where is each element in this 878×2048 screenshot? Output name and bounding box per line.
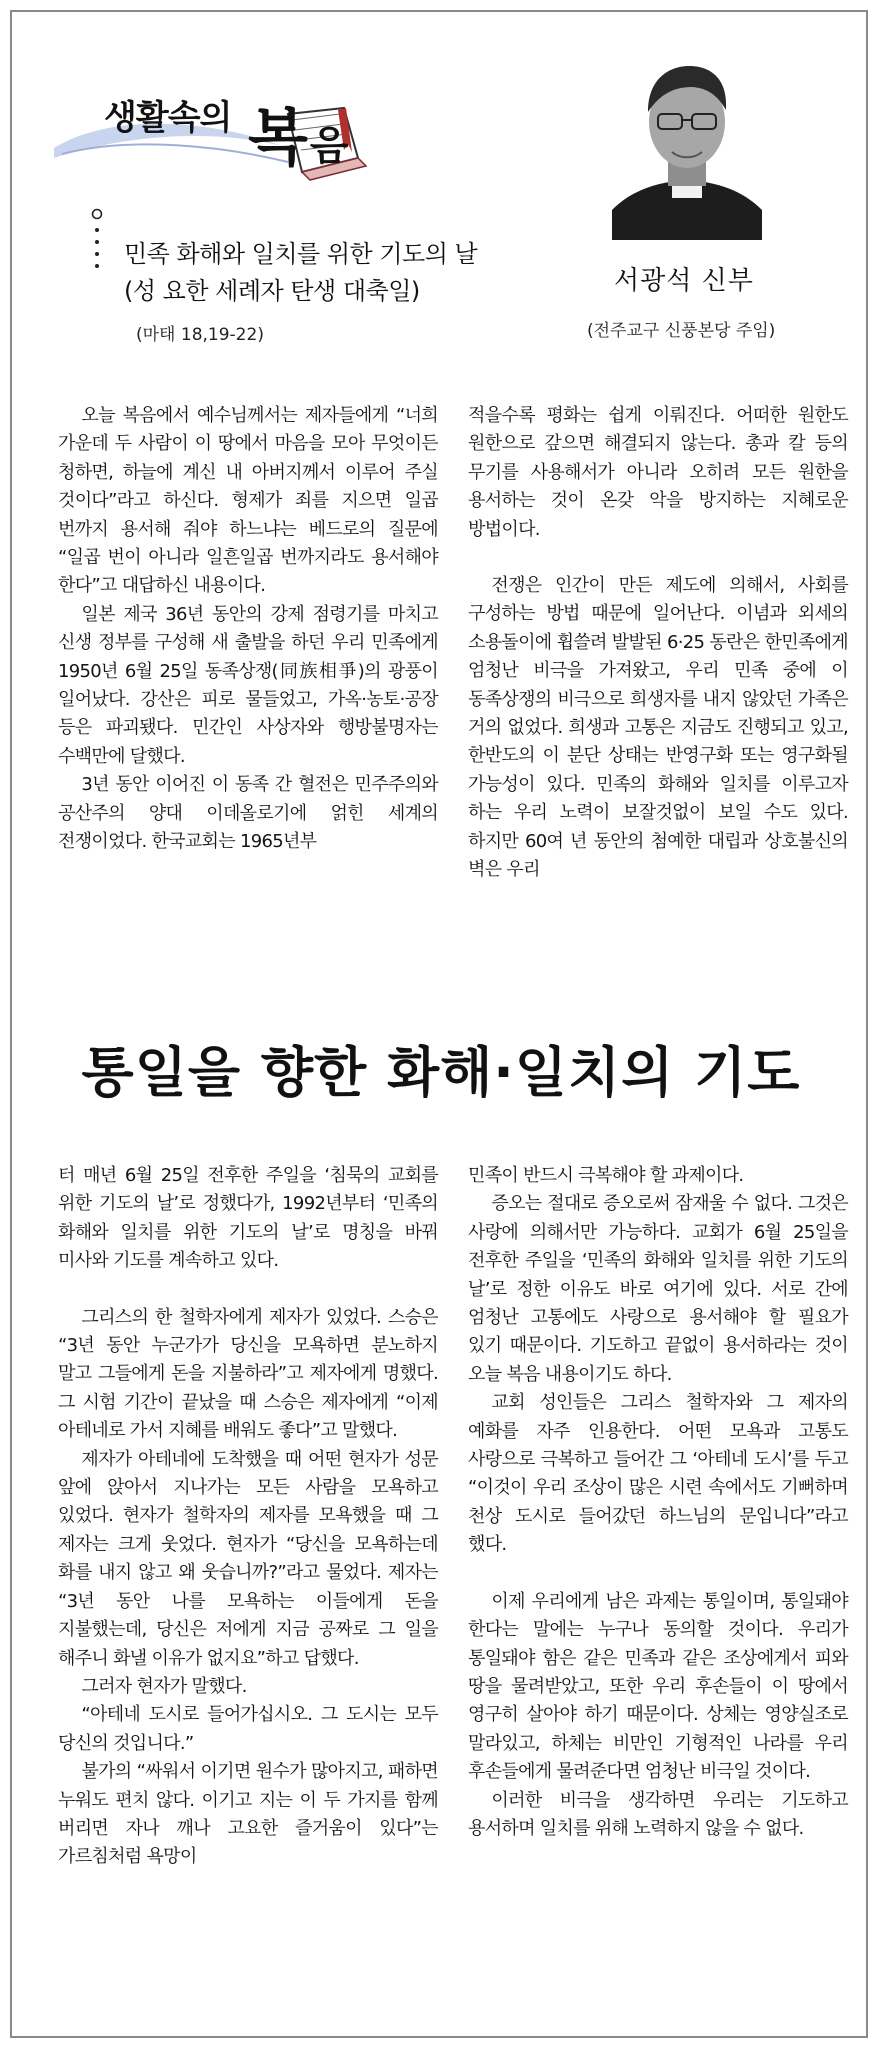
paragraph: 그리스의 한 철학자에게 제자가 있었다. 스승은 “3년 동안 누군가가 당신을 모욕하면 분노하지 말고 그들에게 돈을 지불하라”고 제자에게 명했다. 그 시험 기간이 끝났을 때 스승은 제자에게 “이제 아테네로 가서 지혜를 배워도 좋다”고 말했다. bbox=[58, 1306, 438, 1442]
paragraph: 3년 동안 이어진 이 동족 간 혈전은 민주주의와 공산주의 양대 이데올로기에 얽힌 세계의 전쟁이었다. 한국교회는 1965년부 bbox=[58, 774, 438, 853]
paragraph: 터 매년 6월 25일 전후한 주일을 ‘침묵의 교회를 위한 기도의 날’로 정했다가, 1992년부터 ‘민족의 화해와 일치를 위한 기도의 날’로 명칭을 바꿔 미사와 기도를 계속하고 있다. bbox=[58, 1165, 438, 1272]
author-role: (전주교구 신풍본당 주임) bbox=[587, 321, 776, 341]
article-headline: 통일을 향한 화해·일치의 기도 bbox=[81, 1041, 801, 1104]
paragraph: 적을수록 평화는 쉽게 이뤄진다. 어떠한 원한도 원한으로 갚으면 해결되지 않는다. 총과 칼 등의 무기를 사용해서가 아니라 오히려 모든 원한을 용서하는 것이 온갖 악을 방지하는 지혜로운 방법이다. bbox=[468, 405, 848, 540]
paragraph: 전쟁은 인간이 만든 제도에 의해서, 사회를 구성하는 방법 때문에 일어난다. 이념과 외세의 소용돌이에 휩쓸려 발발된 6·25 동란은 한민족에게 엄청난 비극을 가져왔고, 우리 민족 중에 이 동족상쟁의 비극으로 희생자를 내지 않았던 가족은 거의 없었다. 희생과 고통은 지금도 진행되고 있고, 한반도의 이 분단 상태는 반영구화 또는 영구화될 가능성이 있다. 민족의 화해와 일치를 이루고자 하는 우리 노력이 보잘것없이 보일 수도 있다. 하지만 60여 년 동안의 첨예한 대립과 상호불신의 벽은 우리 bbox=[468, 575, 848, 881]
logo-big-char-2: 음 bbox=[309, 122, 351, 169]
body-column-4 bbox=[468, 1162, 848, 1843]
body-column-3 bbox=[58, 1162, 438, 1872]
body-column-2 bbox=[468, 402, 848, 885]
paragraph: 이제 우리에게 남은 과제는 통일이며, 통일돼야 한다는 말에는 누구나 동의할 것이다. 우리가 통일돼야 함은 같은 민족과 같은 조상에게서 피와 땅을 물려받았고, 또한 우리 후손들이 이 땅에서 영구히 살아야 하기 때문이다. 상체는 영양실조로 말라있고, 하체는 비만인 기형적인 나라를 우리 후손들에게 물려준다면 엄청난 비극일 것이다. bbox=[468, 1590, 848, 1783]
paragraph: 증오는 절대로 증오로써 잠재울 수 없다. 그것은 사랑에 의해서만 가능하다. 교회가 6월 25일을 전후한 주일을 ‘민족의 화해와 일치를 위한 기도의 날’로 정한 이유도 바로 여기에 있다. 서로 간에 엄청난 고통에도 사랑으로 용서해야 할 필요가 있기 때문이다. 기도하고 끝없이 용서하라는 것이 오늘 복음 내용이기도 하다. bbox=[468, 1193, 848, 1385]
column-header bbox=[12, 12, 870, 372]
paragraph: 일본 제국 36년 동안의 강제 점령기를 마치고 신생 정부를 구성해 새 출발을 하던 우리 민족에게 1950년 6월 25일 동족상쟁(同族相爭)의 광풍이 일어났다. 강산은 피로 물들었고, 가옥·농토·공장 등은 파괴됐다. 민간인 사상자와 행방불명자는 수백만에 달했다. bbox=[58, 603, 438, 767]
page-frame bbox=[10, 10, 868, 2038]
column-subtitle bbox=[124, 236, 477, 310]
paragraph: 오늘 복음에서 예수님께서는 제자들에게 “너희 가운데 두 사람이 이 땅에서 마음을 모아 무엇이든 청하면, 하늘에 계신 내 아버지께서 이루어 주실 것이다”라고 하신다. 형제가 죄를 지으면 일곱 번까지 용서해 줘야 하느냐는 베드로의 질문에 “일곱 번이 아니라 일흔일곱 번까지라도 용서해야 한다”고 대답하신 내용이다. bbox=[58, 405, 438, 597]
logo-text-big bbox=[248, 88, 351, 177]
column-logo bbox=[52, 50, 412, 190]
paragraph: “아테네 도시로 들어가십시오. 그 도시는 모두 당신의 것입니다.” bbox=[58, 1704, 438, 1754]
logo-big-char-1: 복 bbox=[248, 101, 310, 174]
paragraph: 교회 성인들은 그리스 철학자와 그 제자의 예화를 자주 인용한다. 어떤 모욕과 고통도 사랑으로 극복하고 들어간 그 ‘아테네 도시’를 두고 “이것이 우리 조상이 많은 시련 속에서도 기뻐하며 천상 도시로 들어갔던 하느님의 문입니다”라고 했다. bbox=[468, 1392, 848, 1556]
subtitle-line-1: 민족 화해와 일치를 위한 기도의 날 bbox=[124, 240, 478, 268]
logo-text-small: 생활속의 bbox=[104, 98, 232, 138]
author-portrait bbox=[612, 60, 762, 240]
body-column-1 bbox=[58, 402, 438, 857]
paragraph: 제자가 아테네에 도착했을 때 어떤 현자가 성문 앞에 앉아서 지나가는 모든 사람을 모욕하고 있었다. 현자가 철학자의 제자를 모욕했을 때 그 제자는 크게 웃었다. 현자가 “당신을 모욕하는데 화를 내지 않고 왜 웃습니까?”라고 물었다. 제자는 “3년 동안 나를 모욕하는 이들에게 돈을 지불했는데, 당신은 저에게 지금 공짜로 그 일을 해주니 화낼 이유가 없지요”하고 답했다. bbox=[58, 1448, 438, 1669]
paragraph: 민족이 반드시 극복해야 할 과제이다. bbox=[468, 1165, 744, 1186]
paragraph: 그러자 현자가 말했다. bbox=[81, 1675, 247, 1697]
paragraph: 불가의 “싸워서 이기면 원수가 많아지고, 패하면 누워도 편치 않다. 이기고 지는 이 두 가지를 함께 버리면 자나 깨나 고요한 즐거움이 있다”는 가르침처럼 욕망이 bbox=[58, 1761, 438, 1868]
paragraph: 이러한 비극을 생각하면 우리는 기도하고 용서하며 일치를 위해 노력하지 않을 수 없다. bbox=[468, 1789, 848, 1839]
author-name: 서광석 신부 bbox=[614, 266, 754, 296]
scripture-reference: (마태 18,19-22) bbox=[136, 325, 264, 345]
bullet-dots-icon bbox=[90, 208, 104, 274]
subtitle-line-2: (성 요한 세례자 탄생 대축일) bbox=[124, 277, 420, 305]
